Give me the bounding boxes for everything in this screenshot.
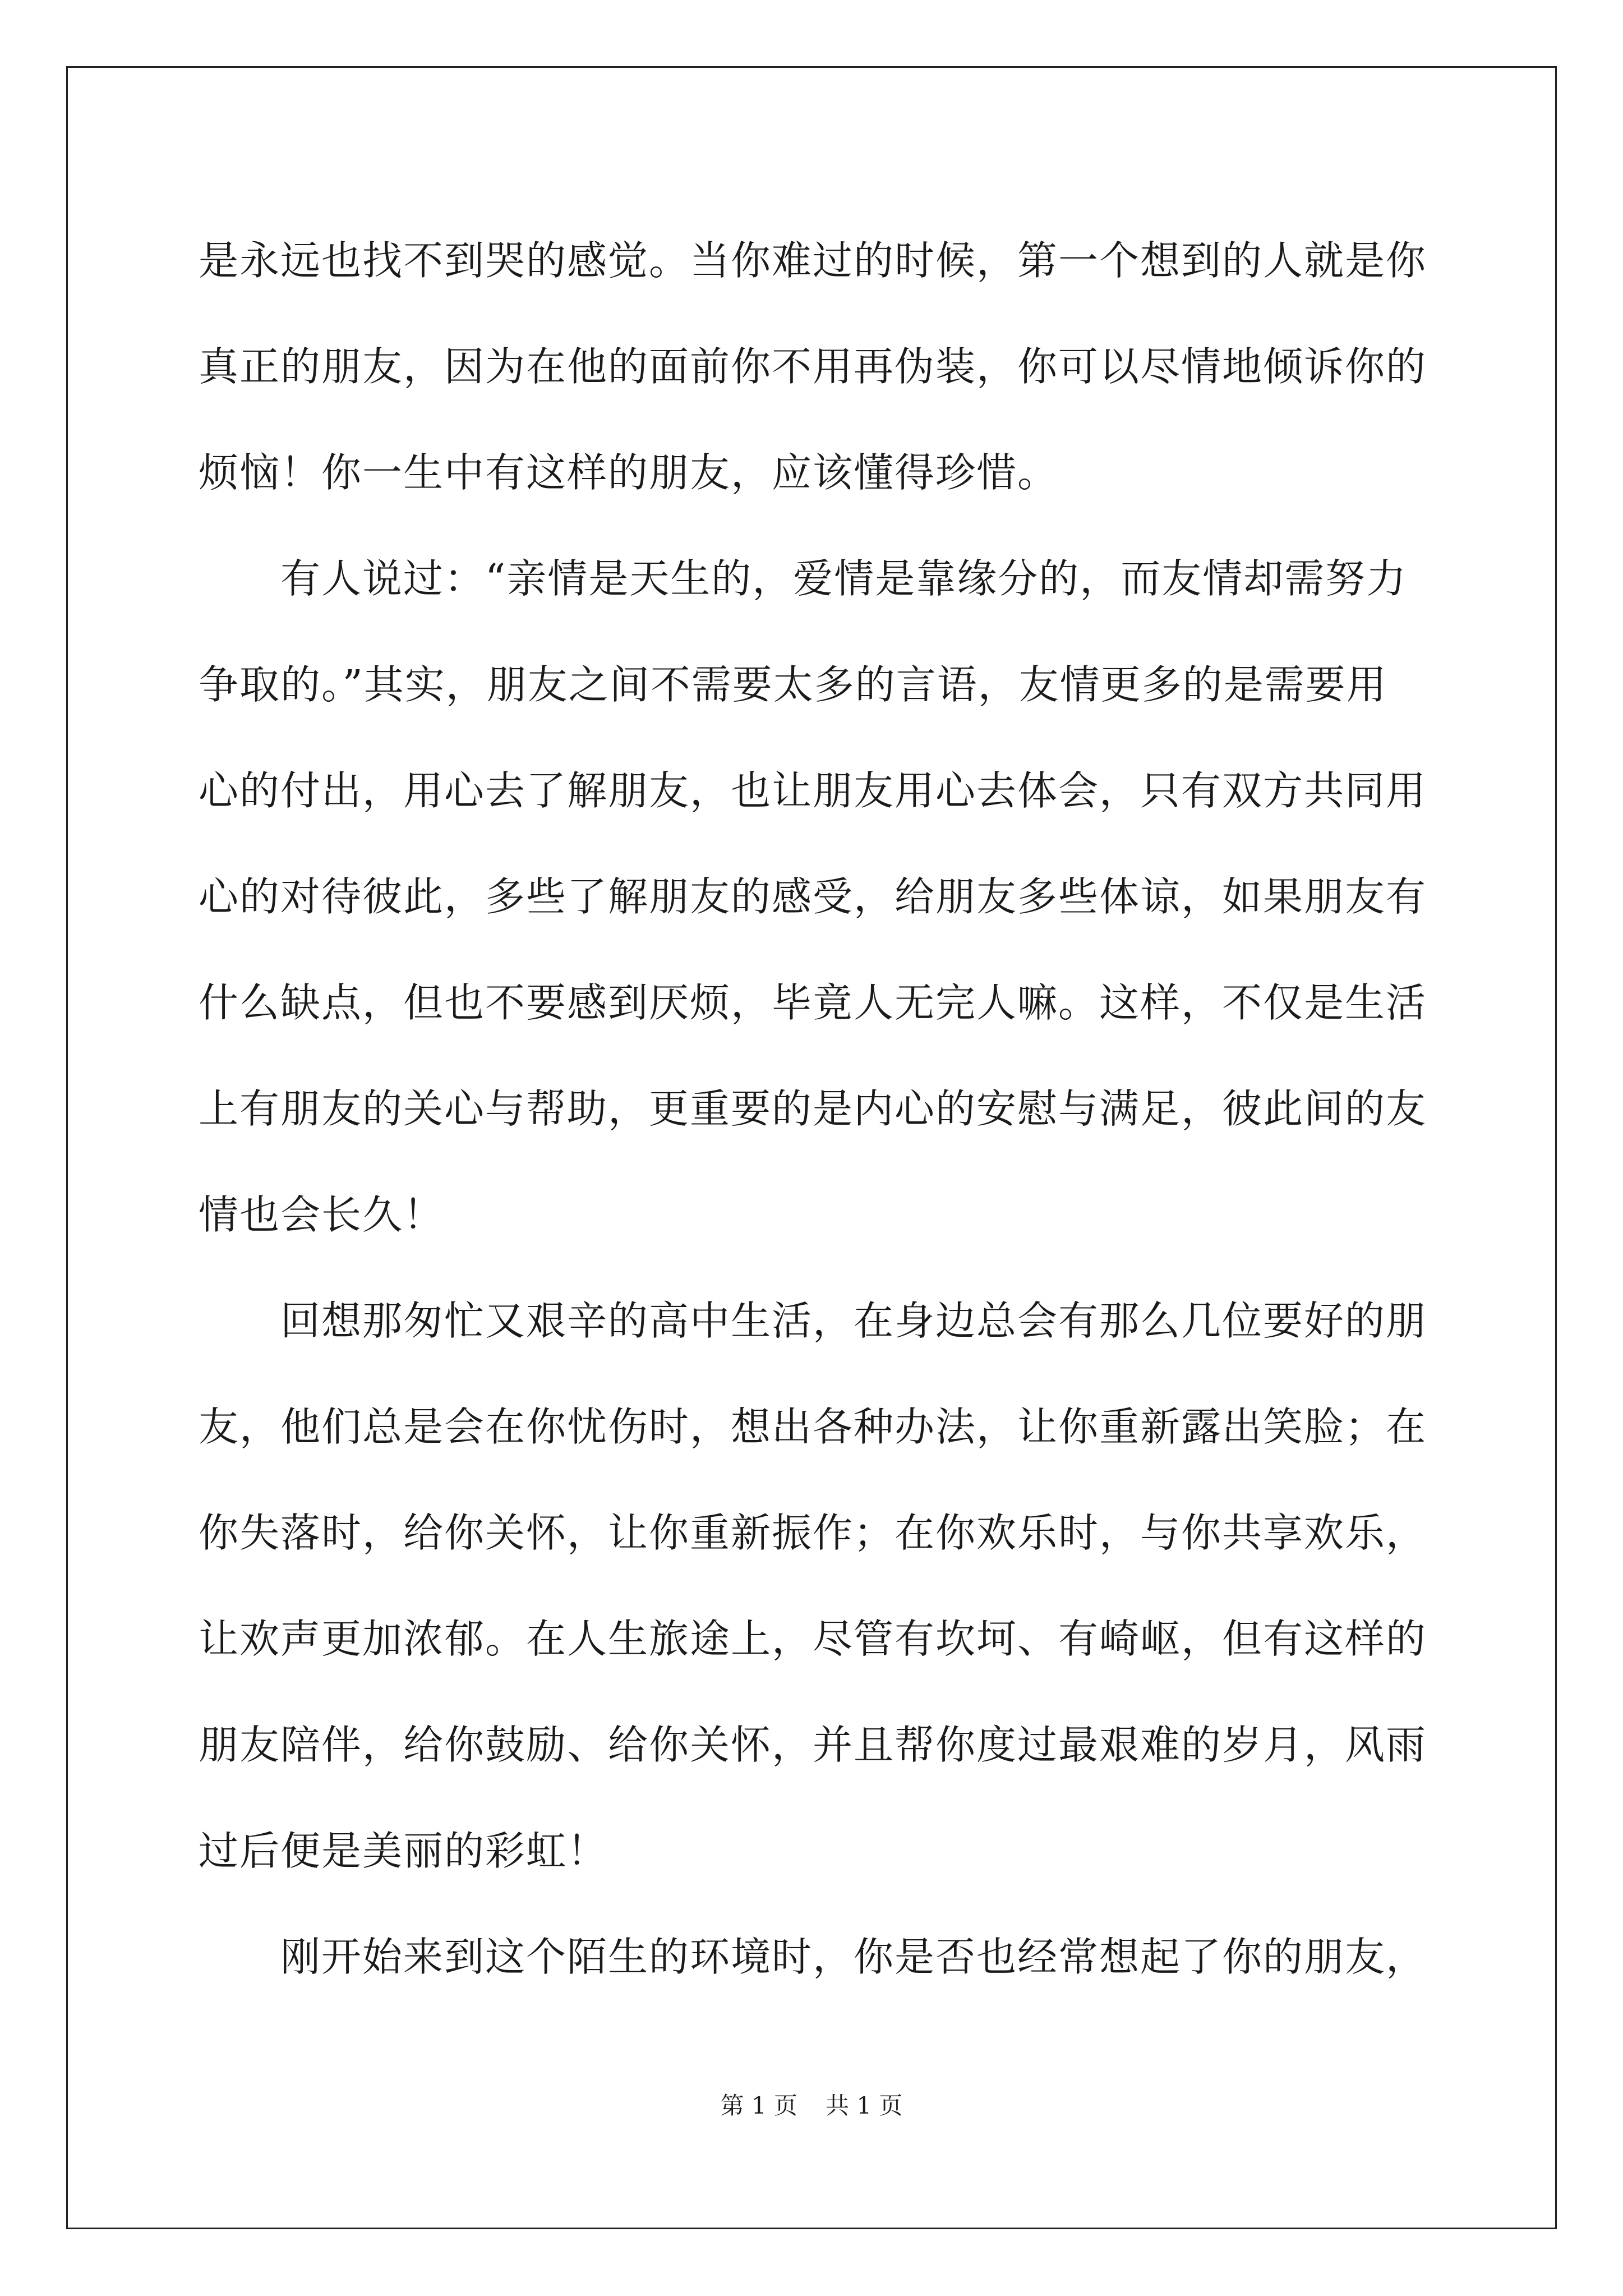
total-pages-label: 共 1 页 xyxy=(826,2092,903,2119)
text-line: 你失落时，给你关怀，让你重新振作；在你欢乐时，与你共享欢乐， xyxy=(199,1510,1427,1556)
text-line: 情也会长久！ xyxy=(199,1191,445,1238)
text-line: 真正的朋友，因为在他的面前你不用再伪装，你可以尽情地倾诉你的 xyxy=(199,343,1427,390)
text-line: 争取的。”其实，朋友之间不需要太多的言语，友情更多的是需要用 xyxy=(199,661,1387,708)
text-line: 朋友陪伴，给你鼓励、给你关怀，并且帮你度过最艰难的岁月，风雨 xyxy=(199,1722,1427,1768)
text-line: 心的付出，用心去了解朋友，也让朋友用心去体会，只有双方共同用 xyxy=(199,767,1427,814)
document-body xyxy=(199,208,1427,2010)
text-line: 烦恼！你一生中有这样的朋友，应该懂得珍惜。 xyxy=(199,449,1059,496)
text-line: 友，他们总是会在你忧伤时，想出各种办法，让你重新露出笑脸；在 xyxy=(199,1404,1427,1450)
text-line: 回想那匆忙又艰辛的高中生活，在身边总会有那么几位要好的朋 xyxy=(199,1297,1427,1344)
text-line: 让欢声更加浓郁。在人生旅途上，尽管有坎坷、有崎岖，但有这样的 xyxy=(199,1616,1427,1662)
text-line: 有人说过：“亲情是天生的，爱情是靠缘分的，而友情却需努力 xyxy=(199,555,1408,602)
text-line: 过后便是美丽的彩虹！ xyxy=(199,1828,608,1874)
text-line: 刚开始来到这个陌生的环境时，你是否也经常想起了你的朋友， xyxy=(199,1934,1427,1980)
page-footer xyxy=(0,2089,1623,2123)
current-page-label: 第 1 页 xyxy=(720,2092,797,2119)
text-line: 上有朋友的关心与帮助，更重要的是内心的安慰与满足，彼此间的友 xyxy=(199,1085,1427,1132)
text-line: 心的对待彼此，多些了解朋友的感受，给朋友多些体谅，如果朋友有 xyxy=(199,873,1427,920)
text-line: 是永远也找不到哭的感觉。当你难过的时候，第一个想到的人就是你 xyxy=(199,237,1427,284)
text-line: 什么缺点，但也不要感到厌烦，毕竟人无完人嘛。这样，不仅是生活 xyxy=(199,979,1427,1026)
